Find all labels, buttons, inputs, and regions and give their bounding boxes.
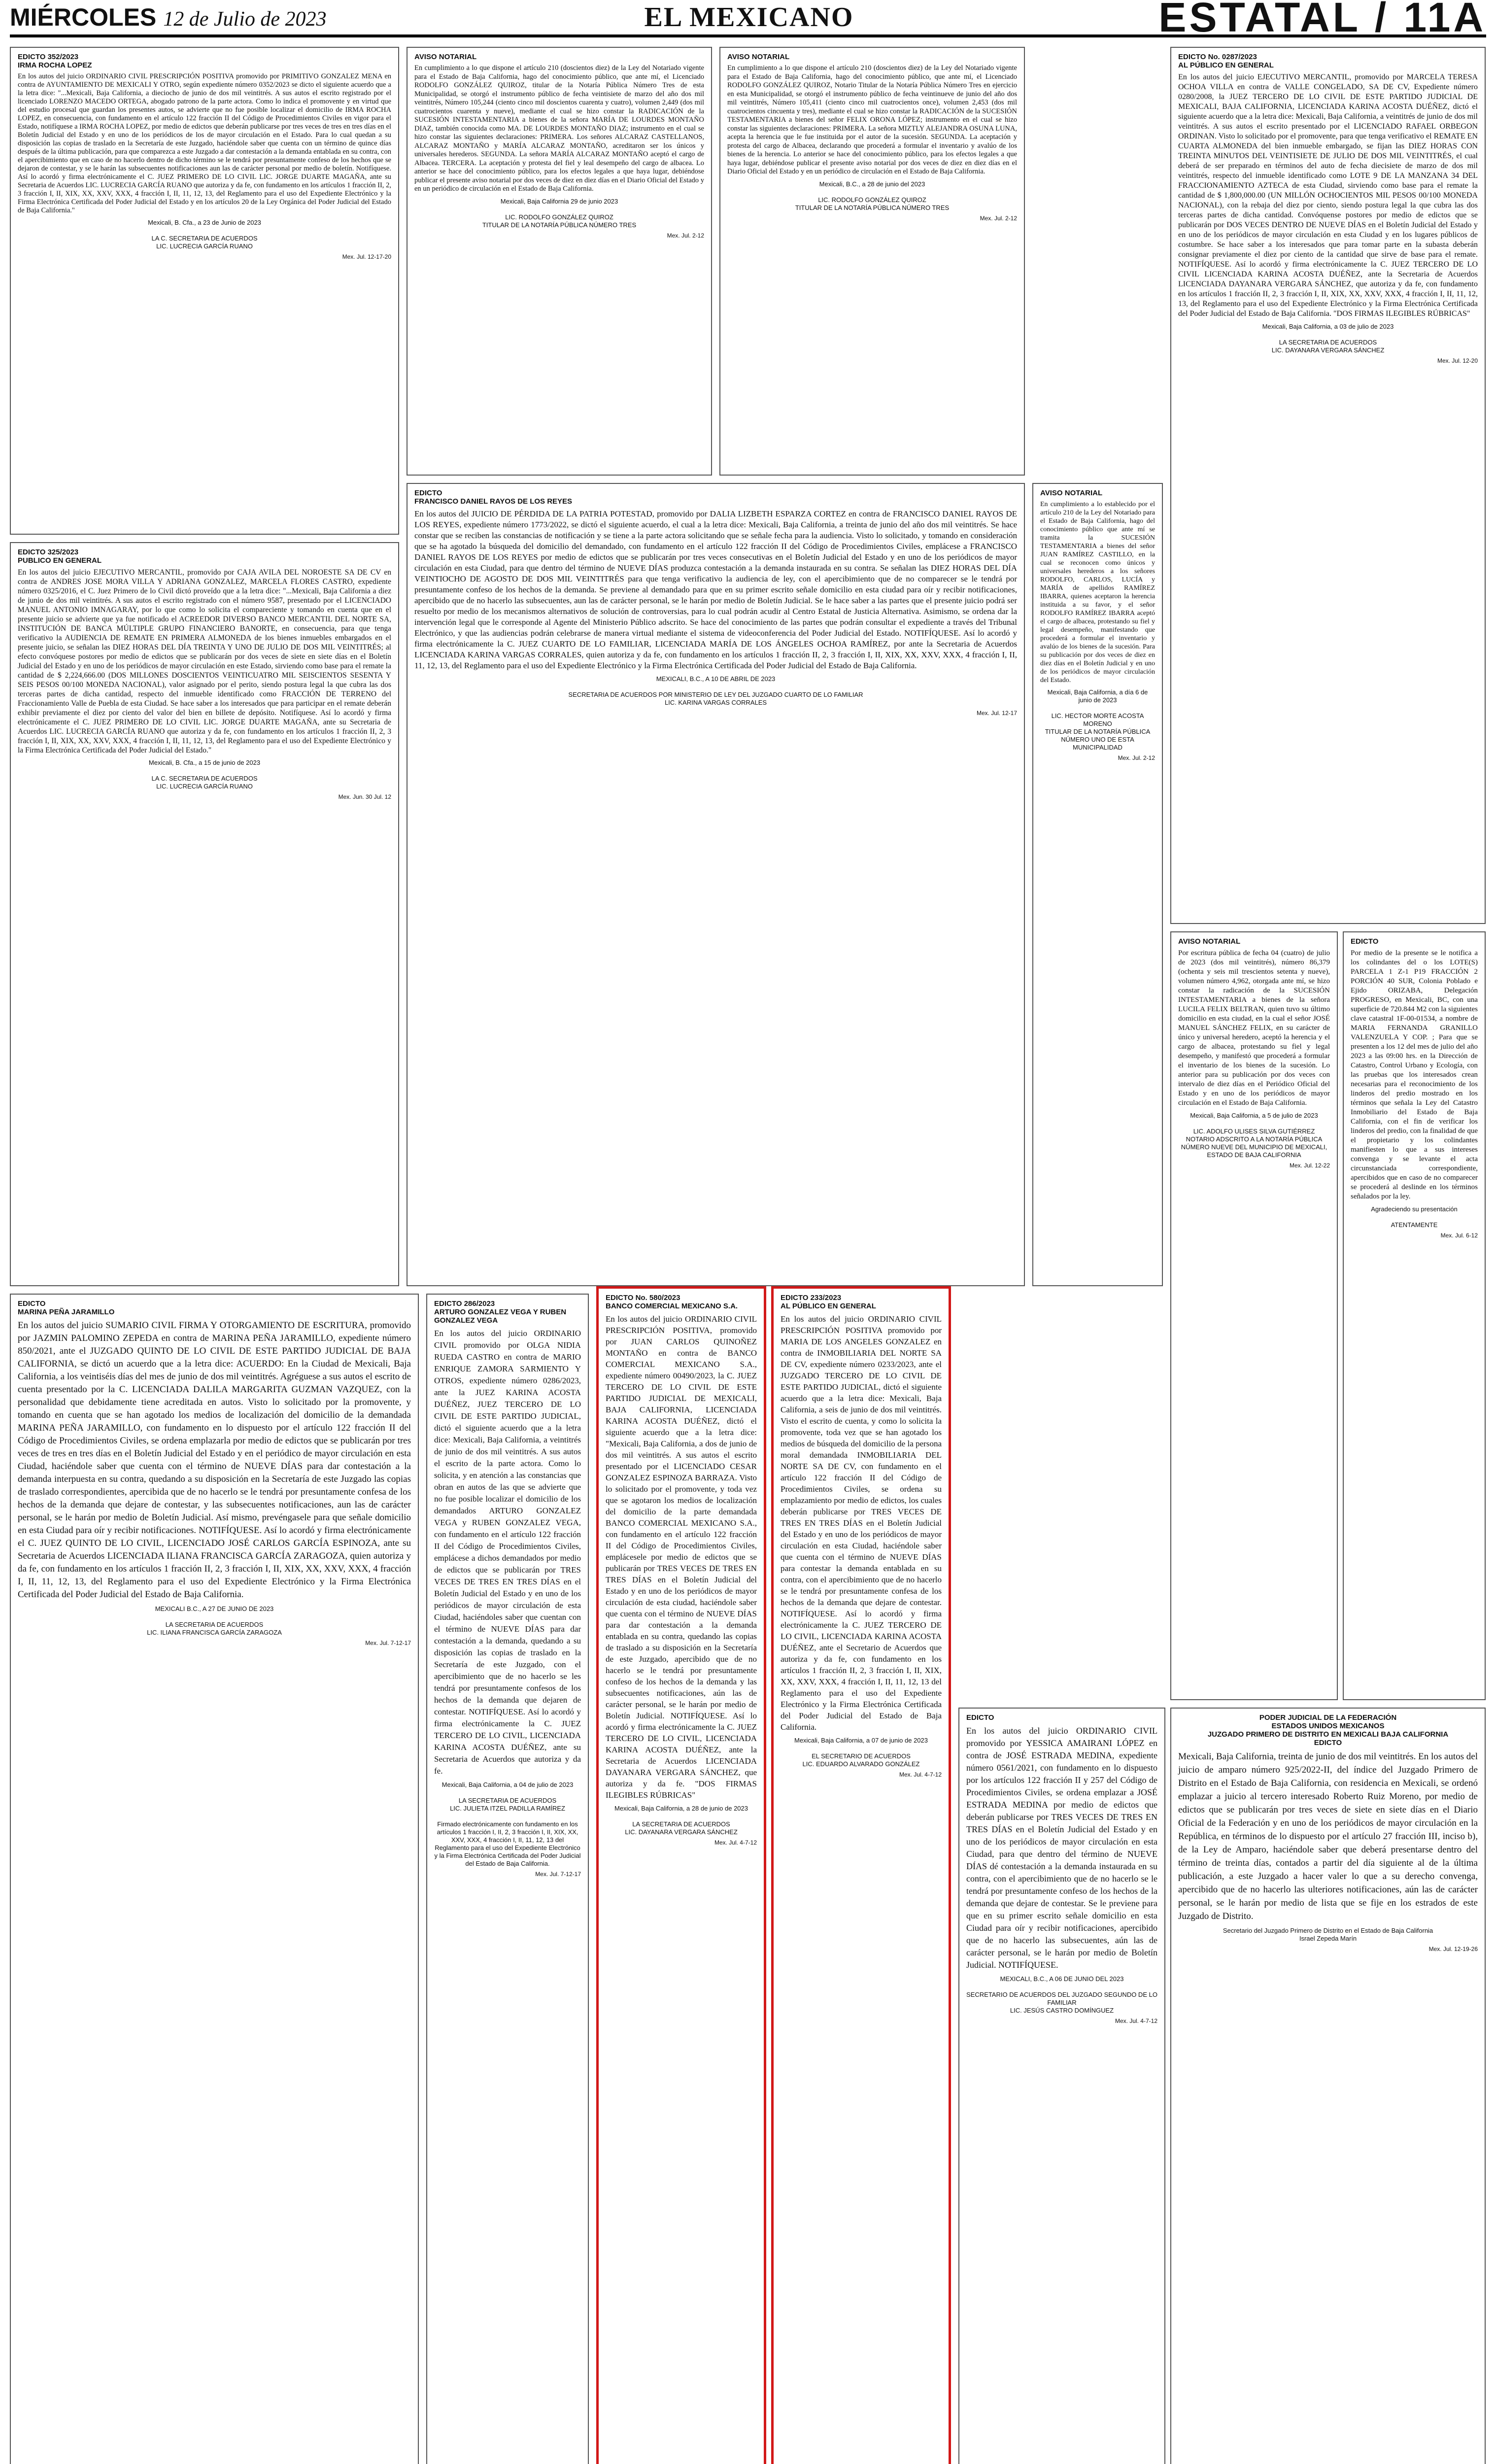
newspaper-masthead <box>10 0 1486 40</box>
edicto-body: En cumplimiento a lo que dispone el artículo 210 (doscientos diez) de la Ley del Notariado vigente para el Estado de Baja California, hago del conocimiento público, que ante mí, el Licenciado RODOLFO GONZÁLEZ QUIROZ, titular de la Notaría Pública Número Tres de esta Municipalidad, se otorgó el instrumento público de fecha veintisiete de marzo del año dos mil veintitrés, Número 105,244 (ciento cinco mil doscientos cuarenta y cuatro), volumen 2,449 (dos mil cuatrocientos cuarenta y nueve), mediante el cual se hizo constar la RADICACIÓN de la SUCESIÓN INTESTAMENTARIA a bienes de la señora MARÍA DE LOURDES MONTAÑO DIAZ, también conocida como MA. DE LOURDES MONTAÑO DIAZ; instrumento en el cual se hizo constar las siguientes declaraciones: PRIMERA. Los señores ALCARAZ CASTELLANOS, ALCARAZ MONTAÑO y MARÍA ALCARAZ MONTAÑO, acreditaron ser los únicos y universales herederos. SEGUNDA. La señora MARÍA ALCARAZ MONTAÑO aceptó el cargo de Albacea. TERCERA. La aceptación y protesta del fiel y leal desempeño del cargo de albacea. Lo anterior se hace del conocimiento público, para los efectos legales a que haya lugar, debiéndose publicar el presente aviso notarial por dos veces de diez en diez días en el Diario Oficial del Estado y en un periódico de circulación en el Estado de Baja California. <box>414 64 704 193</box>
edicto-signature: Mexicali, Baja California 29 de junio 2023 LIC. RODOLFO GONZÁLEZ QUIROZ TITULAR DE LA NOTARÍA PÚBLICA NÚMERO TRES <box>482 197 637 229</box>
edicto-header: EDICTO FRANCISCO DANIEL RAYOS DE LOS REYES <box>414 489 573 506</box>
edicto-publication-dates: Mex. Jul. 12-17-20 <box>342 253 391 260</box>
edicto-publication-dates: Mex. Jul. 4-7-12 <box>899 1771 942 1778</box>
edicto-publication-dates: Mex. Jul. 2-12 <box>980 214 1017 222</box>
edicto-signature: Mexicali, B. Cfa., a 15 de junio de 2023 LA C. SECRETARIA DE ACUERDOS LIC. LUCRECIA GARCÍA RUANO <box>148 759 261 790</box>
edicto-233-2023-highlighted <box>771 1286 951 2464</box>
masthead-day: MIÉRCOLES <box>10 3 157 31</box>
edicto-signature: Mexicali, Baja California, a 03 de julio de 2023 LA SECRETARIA DE ACUERDOS LIC. DAYANARA VERGARA SÁNCHEZ <box>1262 323 1394 354</box>
edicto-0287-2023 <box>1170 47 1486 924</box>
aviso-notarial-gonzalez-quiroz-1 <box>407 47 712 476</box>
edicto-signature: Mexicali, Baja California, a 28 de junio de 2023 LA SECRETARIA DE ACUERDOS LIC. DAYANARA VERGARA SÁNCHEZ <box>614 1805 748 1836</box>
edicto-publication-dates: Mex. Jul. 4-7-12 <box>1115 2018 1157 2024</box>
edicto-header: PODER JUDICIAL DE LA FEDERACIÓN ESTADOS UNIDOS MEXICANOS JUZGADO PRIMERO DE DISTRITO EN MEXICALI BAJA CALIFORNIA EDICTO <box>1207 1713 1449 1747</box>
edicto-body: En los autos del juicio ORDINARIO CIVIL PRESCRIPCIÓN POSITIVA, promovido por JUAN CARLOS QUINOÑEZ MONTAÑO en contra de BANCO COMERCIAL MEXICANO S.A., expediente número 00490/2023, la C. JUEZ TERCERO DE LO CIVIL DE ESTE PARTIDO JUDICIAL DE MEXICALI, BAJA CALIFORNIA, LICENCIADA KARINA ACOSTA DUÉÑEZ, dictó el siguiente acuerdo que a la letra dice: "Mexicali, Baja California, a dos de junio de dos mil veintitrés. A sus autos el escrito presentado por el LICENCIADO CESAR GONZALEZ ESPINOZA BARRAZA. Visto lo solicitado por el promovente, y toda vez que se agotaron los medios de localización del domicilio de la parte demandada BANCO COMERCIAL MEXICANO S.A., con fundamento en el artículo 122 fracción II del Código de Procedimientos Civiles, emplácesele por medio de edictos que se publicarán por TRES VECES DE TRES EN TRES DÍAS en el Boletín Judicial del Estado y en uno de los periódicos de mayor circulación de esta ciudad, haciéndole saber que cuenta con el término de NUEVE DÍAS para dar contestación a la demanda entablada en su contra, quedando las copias de traslado a su disposición en la Secretaría de este Juzgado, apercibido que de no hacerlo se le tendrá por presuntamente confeso de los hechos de la demanda y las subsecuentes notificaciones, aún las de carácter personal, se le harán por medio de Boletín Judicial. NOTIFÍQUESE. Así lo acordó y firma electrónicamente la C. JUEZ TERCERO DE LO CIVIL, LICENCIADA KARINA ACOSTA DUÉÑEZ, ante la Secretaria de Acuerdos LICENCIADA DAYANARA VERGARA SÁNCHEZ, que autoriza y da fe. "DOS FIRMAS ILEGIBLES RÚBRICAS" <box>606 1314 757 1800</box>
edicto-signature: MEXICALI, B.C., A 10 DE ABRIL DE 2023 SECRETARIA DE ACUERDOS POR MINISTERIO DE LEY DEL JUZGADO CUARTO DE LO FAMILIAR LIC. KARINA VARGAS CORRALES <box>568 675 863 706</box>
edicto-publication-dates: Mex. Jul. 12-19-26 <box>1428 1946 1478 1952</box>
edicto-body: En los autos del juicio ORDINARIO CIVIL PRESCRIPCIÓN POSITIVA promovido por PRIMITIVO GONZALEZ MENA en contra de AYUNTAMIENTO DE MEXICALI Y OTRO, según expediente número 0352/2023 se dicto el siguiente acuerdo que a la letra dice: "...Mexicali, Baja California, a dieciocho de junio de dos mil veintitrés. A sus autos el escrito registrado por el licenciado LORENZO MACEDO ORTEGA, abogado patrono de la parte actora. Como lo indica el promovente y en virtud que del estudio procesal que guardan los presentes autos, se advierte que no fue posible localizar el domicilio de IRMA ROCHA LOPEZ, en consecuencia, con fundamento en el artículo 122 fracción II del Código de Procedimientos Civiles en vigor para el Estado, notifíquese a IRMA ROCHA LOPEZ, por medio de edictos que deberán publicarse por tres veces de tres en tres días en el Boletín Judicial del Estado y en uno de los periódicos de los de mayor circulación en el Estado. Para lo cual quedan a su disposición las copias de traslado en la Secretaría de este Juzgado, haciéndole saber que cuenta con un término de quince días después de la última publicación, para que comparezca a este Juzgado a dar contestación a la demanda entablada en su contra, con el apercibimiento que en caso de no hacerlo dentro de dicho término se le tendrá por presuntamente confeso de los hechos que se dejaron de contestar, y se le harán las subsecuentes notificaciones aun las de carácter personal por medio de boletín. Notifíquese. Así lo acordó y firma electrónicamente el C. JUEZ PRIMERO DE LO CIVIL LIC. JORGE DUARTE MAGAÑA, ante su Secretaria de Acuerdos LIC. LUCRECIA GARCÍA RUANO que autoriza y da fe, con fundamento en los artículos 1 fracción II, 2, 3 fracción I, II, XIX, XX, XXV, XXX, 4 fracción I, II, 11, 12, 13, del Reglamento para el uso del Expediente Electrónico y la Firma Electrónica Certificada del Poder Judicial del Estado y en los artículos 20 de la Ley Orgánica del Poder Judicial del Estado de Baja California." <box>18 72 391 214</box>
edicto-publication-dates: Mex. Jun. 30 Jul. 12 <box>338 793 391 800</box>
edicto-body: Mexicali, Baja California, treinta de junio de dos mil veintitrés. En los autos del juicio de amparo número 925/2022-II, del índice del Juzgado Primero de Distrito en el Estado de Baja California, con residencia en Mexicali, se ordenó emplazar a juicio al tercero interesado Roberto Ruiz Moreno, por medio de edictos que se publicarán por tres veces de siete en siete días en el Diario Oficial de la Federación y en uno de los periódicos de mayor circulación en la República, en términos de lo dispuesto por el artículo 27 fracción III, inciso b), de la Ley de Amparo, haciéndole saber que deberá presentarse dentro del término de treinta días, contados a partir del día siguiente al de la última publicación, a este Juzgado a hacer valer lo que a su derecho convenga, apercibido que de no hacerlo las ulteriores notificaciones, aún las de carácter personal, se le harán por medio de lista que se fije en los estrados de este Juzgado de Distrito. <box>1178 1751 1478 1921</box>
edicto-body: En los autos del juicio EJECUTIVO MERCANTIL, promovido por CAJA AVILA DEL NOROESTE SA DE CV en contra de ANDRES JOSE MORA VILLA Y ADRIANA GONZALEZ, MARCELA FLORES CASTRO, expediente número 0325/2016, el C. Juez Primero de lo Civil dictó proveído que a la letra dice: "...Mexicali, Baja California a diez de junio de dos mil veintitrés. A sus autos el escrito registrado con el número 9587, presentado por el LICENCIADO MANUEL ANTONIO IMNAGARAY, por lo que como lo solicita el compareciente y tomando en cuenta que en el presente juicio se advierte que ya fue notificado el ACREEDOR DIVERSO BANCO MERCANTIL DEL NORTE SA, INSTITUCIÓN DE BANCA MÚLTIPLE GRUPO FINANCIERO BANORTE, en consecuencia, para que tenga verificativo la AUDIENCIA DE REMATE EN PRIMERA ALMONEDA de los bienes inmuebles embargados en el presente juicio, se señalan las DIEZ HORAS DEL DÍA TREINTA Y UNO DE JULIO DE DOS MIL VEINTITRÉS; al efecto convóquese postores por medio de edictos que se publicarán por dos veces de siete en siete días en el Boletín Judicial del Estado y en uno de los periódicos de mayor circulación en este Estado, sirviendo como base para el remate la cantidad de $ 2,224,666.00 (DOS MILLONES DOSCIENTOS VEINTICUATRO MIL SEISCIENTOS SESENTA Y SEIS PESOS 00/100 MONEDA NACIONAL), valor asignado por el perito, siendo postura legal la que cubra las dos terceras partes de dicha cantidad, respecto del inmueble identificado como FRACCIÓN DE TERRENO del Fraccionamiento Valle de Puebla de esta Ciudad. Se hace saber a los interesados que para participar en el remate deberán exhibir previamente el diez por ciento del valor del bien en billete de depósito. Notifíquese. Así lo acordó y firma electrónicamente el C. JUEZ PRIMERO DE LO CIVIL LIC. JORGE DUARTE MAGAÑA, ante su Secretaria de Acuerdos LIC. LUCRECIA GARCÍA RUANO que autoriza y da fe, con fundamento en los artículos 1 fracción II, 2, 3 fracción I, II, XIX, XX, XXV, XXX, 4 fracción I, II, 11, 12, 13, del Reglamento para el uso del Expediente Electrónico y la Firma Electrónica Certificada del Poder Judicial del Estado." <box>18 568 391 754</box>
edicto-body: Por medio de la presente se le notifica a los colindantes del o los LOTE(S) PARCELA 1 Z-1 P19 FRACCIÓN 2 PORCIÓN 40 SUR, Colonia Poblado e Ejido ORIZABA, Delegación PROGRESO, en Mexicali, BC, con una superficie de 720.844 M2 con la siguientes clave catastral 1F-00-01534, a nombre de MARIA FERNANDA GRANILLO VALENZUELA Y COP. ; Para que se presenten a los 12 del mes de julio del año 2023 a las 09:00 hrs. en la Dirección de Catastro, Control Urbano y Ecología, con las pruebas que los interesados crean necesarias para el reconocimiento de los linderos del predio mostrado en los términos que señala la Ley del Catastro Inmobiliario del Estado de Baja California, con el fin de verificar los linderos del predio, con la finalidad de que el propietario y los colindantes manifiesten lo que a sus intereses convenga y se levante el acta circunstanciada correspondiente, apercibidos que en caso de no comparecer se procederá al deslinde en los términos señalados por la ley. <box>1351 949 1478 1200</box>
edicto-signature: Agradeciendo su presentación ATENTAMENTE <box>1371 1205 1458 1229</box>
edicto-body: En los autos del juicio ORDINARIO CIVIL promovido por YESSICA AMAIRANI LÓPEZ en contra de JOSÉ ESTRADA MEDINA, expediente número 0561/2021, con fundamento en lo dispuesto por los artículos 122 fracción II y 257 del Código de Procedimientos Civiles, se ordena emplazar a JOSÉ ESTRADA MEDINA por medio de edictos que deberán publicarse por TRES VECES DE TRES EN TRES DÍAS en el Boletín Judicial del Estado y en uno de los periódicos de mayor circulación en esta Ciudad, para que dentro del término de NUEVE DÍAS dé contestación a la demanda instaurada en su contra, con el apercibimiento que de no hacerlo se le tendrá por presuntamente confeso de los hechos de la demanda que dejare de contestar. Se le previene para que en su primer escrito señale domicilio en esta Ciudad para oír y recibir notificaciones, apercibido que de no hacerlo las subsecuentes, aún las de carácter personal, se le harán por medio de Boletín Judicial. NOTIFÍQUESE. <box>966 1726 1157 1970</box>
edicto-body: En los autos del juicio SUMARIO CIVIL FIRMA Y OTORGAMIENTO DE ESCRITURA, promovido por JAZMIN PALOMINO ZEPEDA en contra de MARINA PEÑA JARAMILLO, expediente número 850/2021, ante el JUZGADO QUINTO DE LO CIVIL DE ESTE PARTIDO JUDICIAL DE BAJA CALIFORNIA, se dictó un acuerdo que a la letra dice: ACUERDO: En la Ciudad de Mexicali, Baja California, a los veintiséis días del mes de junio de dos mil veintitrés. Agréguese a sus autos el escrito de cuenta presentado por la C. LICENCIADA DALILA MARGARITA GUZMAN VAZQUEZ, con la personalidad que debidamente tiene acreditada en autos. Visto lo solicitado por la promovente, y tomando en cuenta que se han agotado los medios de localización del domicilio de la demandada MARINA PEÑA JARAMILLO, con fundamento en lo dispuesto por el artículo 122 fracción II del Código de Procedimientos Civiles, se ordena emplazarla por medio de edictos que se publicarán por tres veces de tres en tres días en el Boletín Judicial del Estado y en el periódico de mayor circulación en esta Ciudad, haciéndole saber que cuenta con el término de NUEVE DÍAS para dar contestación a la demanda interpuesta en su contra, quedando a su disposición en la Secretaría de este Juzgado las copias de traslado correspondientes, apercibida que de no hacerlo se le tendrá por presuntamente confesa de los hechos de la demanda que dejare de contestar, y las subsecuentes notificaciones, aun las de carácter personal, se le harán por medio de Boletín Judicial. Así mismo, prevéngasele para que señale domicilio en esta Ciudad para oír y recibir notificaciones. NOTIFÍQUESE. Así lo acordó y firma electrónicamente el C. JUEZ QUINTO DE LO CIVIL, LICENCIADO JOSÉ CARLOS GARCÍA ESPINOZA, ante su Secretaria de Acuerdos LICENCIADA ILIANA FRANCISCA GARCÍA ZARAGOZA, quien autoriza y da fe, con fundamento en los artículos 1 fracción II, 2, 3 fracción I, II, XIX, XX, XXV, XXX, 4 fracción I, II, 11, 12, 13, del Reglamento para el uso del Expediente Electrónico y la Firma Electrónica Certificada del Poder Judicial del Estado de Baja California. <box>18 1320 411 1600</box>
edicto-publication-dates: Mex. Jul. 2-12 <box>1118 754 1155 761</box>
edicto-juzgado-primero-distrito <box>1170 1708 1486 2464</box>
edicto-publication-dates: Mex. Jul. 4-7-12 <box>714 1839 757 1846</box>
edicto-header: AVISO NOTARIAL <box>414 53 477 61</box>
masthead-section-page: ESTATAL / 11A <box>1158 0 1486 40</box>
edicto-publication-dates: Mex. Jul. 2-12 <box>667 232 704 239</box>
edicto-body: En cumplimiento a lo que dispone el artículo 210 (doscientos diez) de la Ley del Notariado vigente para el Estado de Baja California, hago del conocimiento público, que ante mí, el Licenciado RODOLFO GONZÁLEZ QUIROZ, Notario Titular de la Notaría Pública Número Tres en ejercicio en esta Municipalidad, se otorgó el instrumento público de fecha veintinueve de junio del año dos mil veintitrés, Número 105,411 (ciento cinco mil cuatrocientos once), volumen 2,453 (dos mil cuatrocientos cincuenta y tres), mediante el cual se hizo constar la RADICACIÓN de la SUCESIÓN TESTAMENTARIA a bienes del señor FELIX ORONA LÓPEZ; instrumento en el cual se hizo constar las siguientes declaraciones: PRIMERA. La señora MIZTLY ALEJANDRA OSUNA LUNA, acepta la herencia que le fue instituida por el autor de la sucesión. SEGUNDA. La aceptación y protesta del cargo de Albacea, declarando que procederá a formular el inventario y avalúo de los bienes de la herencia. Lo anterior se hace del conocimiento público, para los efectos legales a que haya lugar, debiéndose publicar el presente aviso notarial por dos veces de diez en diez días en el Diario Oficial del Estado y en un periódico de circulación en el Estado de Baja California. <box>727 64 1017 175</box>
masthead-date: 12 de Julio de 2023 <box>163 8 327 31</box>
edicto-signature: Secretario del Juzgado Primero de Distrito en el Estado de Baja California Israel Zepeda Marín <box>1223 1927 1433 1942</box>
edicto-body: En los autos del juicio ORDINARIO CIVIL promovido por OLGA NIDIA RUEDA CASTRO en contra de MARIO ENRIQUE ZAMORA SARMIENTO Y OTROS, expediente número 0286/2023, ante la JUEZ KARINA ACOSTA DUÉÑEZ, JUEZ TERCERO DE LO CIVIL DE ESTE PARTIDO JUDICIAL, dictó el siguiente acuerdo que a la letra dice: Mexicali, Baja California, a veintitrés de junio de dos mil veintitrés. A sus autos el escrito de la parte actora. Como lo solicita, y en atención a las constancias que obran en autos de las que se advierte que no fue posible localizar el domicilio de los demandados ARTURO GONZALEZ VEGA y RUBEN GONZALEZ VEGA, con fundamento en el artículo 122 fracción II del Código de Procedimientos Civiles, emplácese a dichos demandados por medio de edictos que se publicarán por TRES VECES DE TRES EN TRES DÍAS en el Boletín Judicial del Estado y en uno de los periódicos de mayor circulación de esta Ciudad, haciéndoles saber que cuentan con el término de NUEVE DÍAS para dar contestación a la demanda, quedando a su disposición las copias de traslado en la Secretaría de este Juzgado, con el apercibimiento que de no hacerlo se les tendrá por presuntamente confesos de los hechos de la demanda que dejaren de contestar. NOTIFÍQUESE. Así lo acordó y firma electrónicamente la C. JUEZ TERCERO DE LO CIVIL, LICENCIADA KARINA ACOSTA DUÉÑEZ, ante su Secretaria de Acuerdos que autoriza y da fe. <box>434 1329 581 1776</box>
edicto-header: AVISO NOTARIAL <box>727 53 790 61</box>
aviso-notarial-silva-gutierrez <box>1170 931 1338 1700</box>
edicto-header: EDICTO 286/2023 ARTURO GONZALEZ VEGA Y RUBEN GONZALEZ VEGA <box>434 1300 567 1325</box>
edicto-francisco-daniel-rayos <box>407 483 1025 1286</box>
masthead-date-block <box>10 3 493 32</box>
edicto-estrada-medina <box>958 1708 1165 2464</box>
edicto-publication-dates: Mex. Jul. 6-12 <box>1440 1232 1478 1239</box>
edicto-header: EDICTO 352/2023 IRMA ROCHA LOPEZ <box>18 53 92 69</box>
edicto-publication-dates: Mex. Jul. 7-12-17 <box>365 1640 411 1646</box>
edicto-header: AVISO NOTARIAL <box>1040 489 1103 497</box>
edicto-signature: MEXICALI B.C., A 27 DE JUNIO DE 2023 LA SECRETARIA DE ACUERDOS LIC. ILIANA FRANCISCA GARCÍA ZARAGOZA <box>147 1605 282 1636</box>
edicto-catastro-colindantes <box>1343 931 1486 1700</box>
edicto-body: En cumplimiento a lo establecido por el artículo 210 de la Ley del Notariado para el Estado de Baja California, hago del conocimiento público que ante mí se tramita la SUCESIÓN TESTAMENTARIA a bienes del señor JUAN RAMÍREZ CASTILLO, en la cual se reconocen como únicos y universales herederos a los señores RODOLFO, CARLOS, LUCÍA y MARÍA de apellidos RAMÍREZ IBARRA, quienes aceptaron la herencia instituida a su favor, y el señor RODOLFO RAMÍREZ IBARRA aceptó el cargo de albacea, protestando su fiel y legal desempeño, manifestando que procederá a formular el inventario y avalúo de los bienes de la sucesión. Para su publicación por dos veces de diez en diez días en el Boletín Judicial y en uno de los periódicos de mayor circulación del Estado. <box>1040 501 1155 684</box>
edicto-body: En los autos del juicio EJECUTIVO MERCANTIL, promovido por MARCELA TERESA OCHOA VILLA en contra de VALLE CONGELADO, SA DE CV, Expediente número 0280/2008, la JUEZ TERCERO DE LO CIVIL DE ESTE PARTIDO JUDICIAL DE MEXICALI, BAJA CALIFORNIA, LICENCIADA KARINA ACOSTA DUÉÑEZ, dictó el siguiente acuerdo que a la letra dice: Mexicali, Baja California, a veintitrés de junio de dos mil veintitrés. A sus autos el escrito presentado por el LICENCIADO RAFAEL ORBEGON ORDINAN. Visto lo solicitado por el promovente, para que tenga verificativo el REMATE EN CUARTA ALMONEDA del bien inmueble embargado, se fijan las DIEZ HORAS CON TREINTA MINUTOS DEL VEINTISIETE DE JULIO DE DOS MIL VEINTITRÉS, el cual deberá de ser preparado en términos del auto de fecha diecisiete de marzo de dos mil veintitrés, respecto del inmueble identificado como LOTE 9 DE LA MANZANA 34 DEL FRACCIONAMIENTO AZTECA de esta Ciudad, sirviendo como base para el remate la cantidad de $ 1,800,000.00 (UN MILLÓN OCHOCIENTOS MIL PESOS 00/100 MONEDA NACIONAL), con la rebaja del diez por ciento, siendo postura legal la que cubra las dos terceras partes de dicha cantidad. Convóquense postores por medio de edictos que se publicarán por DOS VECES DENTRO DE NUEVE DÍAS en el Boletín Judicial del Estado y en uno de los periódicos de mayor circulación en esta Ciudad y en los lugares públicos de costumbre. Se hace saber a los interesados que para tomar parte en la subasta deberán consignar previamente el diez por ciento de la cantidad que sirve de base para el remate. NOTIFÍQUESE. Así lo acordó y firma electrónicamente la C. JUEZ TERCERO DE LO CIVIL LICENCIADA KARINA ACOSTA DUÉÑEZ, ante la Secretaria de Acuerdos LICENCIADA DAYANARA VERGARA SÁNCHEZ, que autoriza y da fe, con fundamento en los artículos 1 fracción II, 2, 3 fracción I, II, XIX, XX, XXV, XXX, 4 fracción I, II, 11, 12, 13, del Reglamento para el uso del Expediente Electrónico y la Firma Electrónica Certificada del Poder Judicial del Estado de Baja California. "DOS FIRMAS ILEGIBLES RÚBRICAS" <box>1178 73 1478 318</box>
edicto-header: AVISO NOTARIAL <box>1178 937 1241 946</box>
edicto-publication-dates: Mex. Jul. 12-20 <box>1437 357 1478 364</box>
aviso-notarial-acosta-moreno <box>1032 483 1163 1286</box>
edicto-header: EDICTO 325/2023 PUBLICO EN GENERAL <box>18 548 102 565</box>
edicto-header: EDICTO No. 0287/2023 AL PÚBLICO EN GENERAL <box>1178 53 1274 69</box>
edicto-signature: Mexicali, Baja California, a día 6 de junio de 2023 LIC. HECTOR MORTE ACOSTA MORENO TITULAR DE LA NOTARÍA PÚBLICA NÚMERO UNO DE ESTA MUNICIPALIDAD <box>1045 688 1151 751</box>
edicto-body: Por escritura pública de fecha 04 (cuatro) de julio de 2023 (dos mil veintitrés), número 86,379 (ochenta y seis mil trescientos setenta y nueve), volumen número 4,962, otorgada ante mí, se hizo constar la radicación de la SUCESIÓN INTESTAMENTARIA a bienes de la señora LUCILA FELIX BELTRAN, quien tuvo su último domicilio en esta ciudad, en la cual el señor JOSÉ MANUEL SÁNCHEZ FELIX, en su carácter de único y universal heredero, aceptó la herencia y el cargo de albacea, protestando su fiel y legal desempeño, y manifestó que procederá a formular el inventario de los bienes de la sucesión. Lo anterior para su publicación por dos veces con intervalo de diez días en el Periódico Oficial del Estado y en uno de los periódicos de mayor circulación en el Estado de Baja California. <box>1178 949 1330 1107</box>
edicto-header: EDICTO <box>966 1713 994 1722</box>
edicto-352-2023 <box>10 47 399 535</box>
edicto-signature: Mexicali, Baja California, a 04 de julio de 2023 LA SECRETARIA DE ACUERDOS LIC. JULIETA ITZEL PADILLA RAMÍREZ Firmado electrónicamente con fundamento en los artículos 1 fracción I, II, 2, 3 fracción I, II, XIX, XX, XXV, XXX, 4 fracción I, II, 11, 12, 13 del Reglamento para el uso del Expediente Electrónico y la Firma Electrónica Certificada del Poder Judicial del Estado de Baja California. <box>434 1781 581 1867</box>
edicto-signature: Mexicali, B. Cfa., a 23 de Junio de 2023 LA C. SECRETARIA DE ACUERDOS LIC. LUCRECIA GARCÍA RUANO <box>148 219 261 250</box>
edicto-header: EDICTO No. 580/2023 BANCO COMERCIAL MEXICANO S.A. <box>606 1294 738 1310</box>
masthead-newspaper-name: EL MEXICANO <box>644 2 854 33</box>
edicto-286-2023 <box>426 1294 589 2464</box>
edicto-signature: MEXICALI, B.C., A 06 DE JUNIO DEL 2023 SECRETARIO DE ACUERDOS DEL JUZGADO SEGUNDO DE LO FAMILIAR LIC. JESÚS CASTRO DOMÍNGUEZ <box>966 1975 1157 2014</box>
edicto-header: EDICTO MARINA PEÑA JARAMILLO <box>18 1300 115 1316</box>
edicto-publication-dates: Mex. Jul. 12-22 <box>1289 1162 1330 1169</box>
edicto-publication-dates: Mex. Jul. 12-17 <box>976 710 1017 717</box>
edicto-signature: Mexicali, Baja California, a 5 de julio de 2023 LIC. ADOLFO ULISES SILVA GUTIÉRREZ NOTARIO ADSCRITO A LA NOTARÍA PÚBLICA NÚMERO NUEVE DEL MUNICIPIO DE MEXICALI, ESTADO DE BAJA CALIFORNIA <box>1181 1112 1327 1159</box>
edicto-header: EDICTO <box>1351 937 1379 946</box>
edicto-signature: Mexicali, B.C., a 28 de junio del 2023 LIC. RODOLFO GONZÁLEZ QUIROZ TITULAR DE LA NOTARÍA PÚBLICA NÚMERO TRES <box>795 180 950 211</box>
edicto-325-2023 <box>10 542 399 1286</box>
edicto-publication-dates: Mex. Jul. 7-12-17 <box>535 1871 581 1878</box>
edicto-580-2023-highlighted <box>596 1286 766 2464</box>
edicto-signature: Mexicali, Baja California, a 07 de junio de 2023 EL SECRETARIO DE ACUERDOS LIC. EDUARDO ALVARADO GONZÁLEZ <box>794 1737 928 1768</box>
edicto-body: En los autos del JUICIO DE PÉRDIDA DE LA PATRIA POTESTAD, promovido por DALIA LIZBETH ESPARZA CORTEZ en contra de FRANCISCO DANIEL RAYOS DE LOS REYES, expediente número 1773/2022, se dictó el siguiente acuerdo, el cual a la letra dice: Mexicali, Baja California, a treinta de junio del año dos mil veintitrés. Se hace constar que se reciben las constancias de notificación y se tiene a la parte actora solicitando que se señale fecha para la audiencia. Visto lo solicitado, y tomando en consideración que se ha agotado la búsqueda del domicilio del demandado, con fundamento en el artículo 122 fracción II del Código de Procedimientos Civiles, emplácese a FRANCISCO DANIEL RAYOS DE LOS REYES por medio de edictos que se publicarán por tres veces consecutivas en el Boletín Judicial del Estado y en uno de los periódicos de mayor circulación en esta Ciudad, para que dentro del término de NUEVE DÍAS produzca contestación a la demanda instaurada en su contra. Se señalan las DIEZ HORAS DEL DÍA VEINTIOCHO DE AGOSTO DE DOS MIL VEINTITRÉS para que tenga verificativo la audiencia de ley, con el apercibimiento que de no comparecer se le tendrá por presuntamente confeso de los hechos de la demanda. Se previene al demandado para que en su primer escrito señale domicilio en esta ciudad para oír y recibir notificaciones, apercibido que de no hacerlo las subsecuentes, aun las de carácter personal, se le harán por medio de Boletín Judicial. Se le hace saber a las partes que el presente juicio podrá ser resuelto por medio de los mecanismos alternativos de solución de controversias, para lo cual podrán acudir al Centro Estatal de Justicia Alternativa. Asimismo, se ordena dar la intervención legal que le corresponde al Agente del Ministerio Público adscrito. Se hace del conocimiento de las partes que podrán consultar el expediente a través del Tribunal Electrónico, y que las audiencias podrán celebrarse de manera virtual mediante el sistema de videoconferencia del Poder Judicial del Estado. NOTIFÍQUESE. Así lo acordó y firma electrónicamente la C. JUEZ CUARTO DE LO FAMILIAR, LICENCIADA MARÍA DE LOS ÁNGELES OCHOA RAMÍREZ, por ante la Secretaria de Acuerdos LICENCIADA KARINA VARGAS CORRALES, quien autoriza y da fe, con fundamento en los artículos 1 fracción II, 2, 3 fracción I, II, XIX, XX, XXV, XXX, 4 fracción I, II, 11, 12, 13, del Reglamento para el uso del Expediente Electrónico y la Firma Electrónica Certificada del Poder Judicial del Estado de Baja California. <box>414 509 1017 670</box>
edicto-body: En los autos del juicio ORDINARIO CIVIL PRESCRIPCIÓN POSITIVA promovido por MARIA DE LOS ANGELES GONZALEZ en contra de INMOBILIARIA DEL NORTE SA DE CV, expediente número 0233/2023, ante el JUZGADO TERCERO DE LO CIVIL DE ESTE PARTIDO JUDICIAL, dictó el siguiente acuerdo que a la letra dice: Mexicali, Baja California, a seis de junio de dos mil veintitrés. Visto el escrito de cuenta, y como lo solicita la promovente, toda vez que se han agotado los medios de búsqueda del domicilio de la persona moral demandada INMOBILIARIA DEL NORTE SA DE CV, con fundamento en el artículo 122 fracción II del Código de Procedimientos Civiles, se ordena su emplazamiento por medio de edictos, los cuales deberán publicarse por TRES VECES DE TRES EN TRES DÍAS en el Boletín Judicial del Estado y en uno de los periódicos de mayor circulación en esta Ciudad, haciéndole saber que cuenta con el término de NUEVE DÍAS para contestar la demanda entablada en su contra, con el apercibimiento que de no hacerlo se le tendrá por presuntamente confesa de los hechos de la demanda que dejare de contestar. NOTIFÍQUESE. Así lo acordó y firma electrónicamente la C. JUEZ TERCERO DE LO CIVIL, LICENCIADA KARINA ACOSTA DUÉÑEZ, ante el Secretario de Acuerdos que autoriza y da fe, con fundamento en los artículos 1 fracción II, 2, 3 fracción I, II, XIX, XX, XXV, XXX, 4 fracción I, II, 11, 12, 13 del Reglamento para el uso del Expediente Electrónico y la Firma Electrónica Certificada del Poder Judicial del Estado de Baja California. <box>781 1314 942 1732</box>
edicto-marina-pena-jaramillo <box>10 1294 419 2464</box>
aviso-notarial-gonzalez-quiroz-2 <box>719 47 1025 476</box>
edicto-header: EDICTO 233/2023 AL PÚBLICO EN GENERAL <box>781 1294 876 1310</box>
